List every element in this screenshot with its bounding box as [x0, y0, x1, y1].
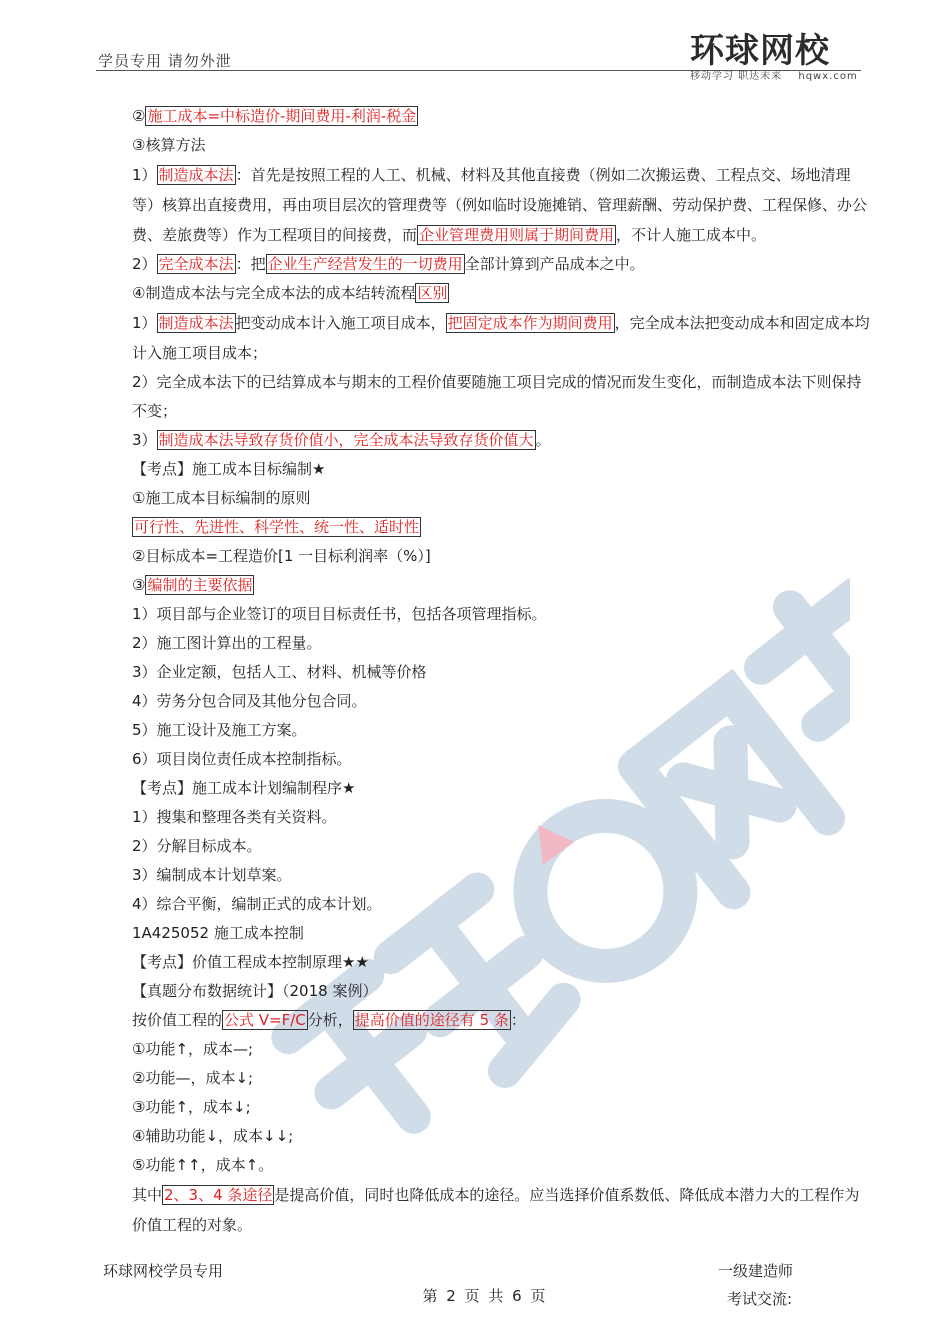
highlight-box: 制造成本法 — [158, 314, 234, 332]
highlight-box: 施工成本=中标造价-期间费用-利润-税金 — [147, 107, 417, 125]
paragraph — [98, 426, 870, 455]
list-item: 2）分解目标成本。 — [132, 837, 262, 855]
paragraph — [98, 1006, 870, 1035]
footer-label: 环球网校学员专用 — [103, 1262, 224, 1280]
list-item: ④辅助功能↓，成本↓↓; — [132, 1127, 294, 1145]
paragraph-text: 按价值工程的 — [132, 1011, 223, 1029]
list-item: 5）施工设计及施工方案。 — [132, 721, 307, 739]
logo-slogan: 移动学习 职达未来 — [690, 71, 783, 82]
list-item: 1）搜集和整理各类有关资料。 — [132, 808, 337, 826]
page-number: 第 2 页 共 6 页 — [422, 1287, 548, 1305]
paragraph-text: 把变动成本计入施工项目成本， — [235, 314, 446, 332]
list-item: 6）项目岗位责任成本控制指标。 — [132, 750, 352, 768]
paragraph-text: ： — [510, 1011, 526, 1029]
paragraph — [98, 250, 870, 279]
list-item: 1）项目部与企业签订的项目目标责任书，包括各项管理指标。 — [132, 605, 547, 623]
highlight-box: 区别 — [417, 284, 448, 302]
footer-exam-name: 一级建造师 — [718, 1262, 794, 1280]
paragraph-text: ，完全成本法把变动成本和固定成本均计入施工项目成本； — [132, 314, 870, 362]
highlight-box: 制造成本法 — [158, 166, 234, 184]
list-item: 3）企业定额，包括人工、材料、机械等价格 — [132, 663, 427, 681]
item-number: 2） — [132, 255, 157, 273]
paragraph-text: 分析， — [307, 1011, 353, 1029]
topic-heading: 【考点】价值工程成本控制原理★★ — [132, 953, 369, 971]
formula-line: ②目标成本=工程造价[1 一目标利润率（%）] — [132, 547, 431, 565]
paragraph-text: ：首先是按照工程的人工、机械、材料及其他直接费（例如二次搬运费、工程点交、场地清理等）核算出直接费用，再由项目层次的管理费等（例如临时设施摊销、管理薪酬、劳动保护费、工程保修、办公费、差旅费等）作为工程项目的间接费，而 — [132, 166, 868, 244]
formula-line — [98, 102, 870, 131]
paragraph-text: 。 — [535, 431, 551, 449]
logo-url: hqwx.com — [798, 71, 858, 82]
highlight-box: 2、3、4 条途径 — [164, 1186, 273, 1204]
brand-logo — [690, 32, 865, 88]
section-code: 1A425052 施工成本控制 — [132, 924, 304, 942]
section-heading — [98, 279, 870, 308]
topic-heading: 【考点】施工成本计划编制程序★ — [132, 779, 356, 797]
list-item: ②功能—，成本↓; — [132, 1069, 254, 1087]
highlight-box: 公式 V=F/C — [224, 1011, 306, 1029]
heading-text: ④制造成本法与完全成本法的成本结转流程 — [132, 284, 416, 302]
item-number: 1） — [132, 166, 157, 184]
list-item — [98, 571, 870, 600]
logo-subline — [690, 70, 865, 84]
document-body — [98, 102, 870, 1240]
highlight-box: 把固定成本作为期间费用 — [447, 314, 613, 332]
highlight-box: 制造成本法导致存货价值小，完全成本法导致存货价值大 — [158, 431, 534, 449]
principles-line — [98, 513, 870, 542]
paragraph-text: ：把 — [235, 255, 266, 273]
list-item: ①功能↑，成本—; — [132, 1040, 254, 1058]
highlight-box: 编制的主要依据 — [147, 576, 253, 594]
highlight-box: 提高价值的途径有 5 条 — [354, 1011, 509, 1029]
item-number: ② — [132, 107, 146, 125]
item-number: 3） — [132, 431, 157, 449]
paragraph: 2）完全成本法下的已结算成本与期末的工程价值要随施工项目完成的情况而发生变化，而制造成本法下则保持不变； — [132, 373, 862, 420]
list-item: ①施工成本目标编制的原则 — [132, 489, 311, 507]
paragraph — [98, 308, 870, 368]
topic-heading: 【真题分布数据统计】（2018 案例） — [132, 982, 378, 1000]
paragraph-text: 全部计算到产品成本之中。 — [464, 255, 645, 273]
highlight-box: 完全成本法 — [158, 255, 234, 273]
paragraph — [98, 160, 870, 250]
highlight-box: 企业管理费用则属于期间费用 — [419, 226, 615, 244]
logo-text: 环球网校 — [690, 31, 830, 71]
list-item: 2）施工图计算出的工程量。 — [132, 634, 322, 652]
paragraph — [98, 1180, 870, 1240]
item-number: 1） — [132, 314, 157, 332]
list-item: ③功能↑，成本↓; — [132, 1098, 251, 1116]
footer-contact: 考试交流: — [727, 1290, 793, 1308]
list-item: 4）综合平衡，编制正式的成本计划。 — [132, 895, 382, 913]
list-item: 3）编制成本计划草案。 — [132, 866, 292, 884]
item-number: ③ — [132, 576, 146, 594]
highlight-box: 企业生产经营发生的一切费用 — [267, 255, 463, 273]
topic-heading: 【考点】施工成本目标编制★ — [132, 460, 326, 478]
paragraph-text: 其中 — [132, 1186, 163, 1204]
paragraph-text: 是提高价值，同时也降低成本的途径。应当选择价值系数低、降低成本潜力大的工程作为价值工程的对象。 — [132, 1186, 860, 1234]
section-heading: ③核算方法 — [132, 136, 206, 154]
list-item: ⑤功能↑↑，成本↑。 — [132, 1156, 274, 1174]
highlight-box: 可行性、先进性、科学性、统一性、适时性 — [134, 518, 420, 536]
list-item: 4）劳务分包合同及其他分包合同。 — [132, 692, 367, 710]
paragraph-text: ，不计人施工成本中。 — [616, 226, 767, 244]
header-notice: 学员专用 请勿外泄 — [98, 52, 232, 70]
